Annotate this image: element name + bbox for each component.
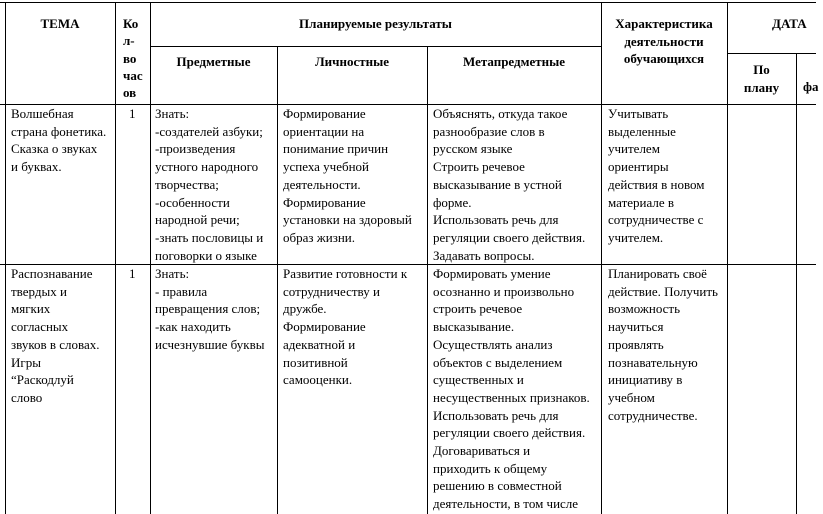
- row2-personal: Развитие готовности к сотрудничеству и дружбе. Формирование адекватной и позитивной самооценки.: [283, 266, 408, 388]
- planned-subheader-border: [150, 46, 601, 47]
- row1-subject: Знать: -создателей азбуки; -произведения устного народного творчества; -особенности народной речи; -знать пословицы и поговорки о языке: [155, 106, 264, 263]
- header-fact: фа: [803, 79, 819, 94]
- row1-topic: Волшебная страна фонетика. Сказка о звуках и буквах.: [11, 106, 107, 175]
- row2-meta: Формировать умение осознанно и произвольно строить речевое высказывание. Осуществлять анализ объектов с выделением существенных и несущественных признаков. Использовать речь для регуляции своего действия. Договариваться и приходить к общему решению в совместной деятельности, в том числе: [433, 266, 590, 512]
- header-date: ДАТА: [772, 16, 807, 31]
- row2-characteristic: Планировать своё действие. Получить возможность научиться проявлять познавательную инициативу в учебном сотрудничестве.: [608, 266, 718, 423]
- row1-hours: 1: [129, 106, 136, 121]
- row1-meta: Объяснять, откуда такое разнообразие слов в русском языке Строить речевое высказывание в устной форме. Использовать речь для регуляции своего действия. Задавать вопросы.: [433, 106, 586, 263]
- header-personal: Личностные: [314, 54, 390, 69]
- col-border-left: [5, 2, 6, 514]
- header-characteristic: Характеристика деятельности обучающихся: [615, 16, 713, 67]
- date-subheader-border: [727, 53, 816, 54]
- col-border-meta: [601, 2, 602, 514]
- header-by-plan: По плану: [743, 62, 780, 95]
- header-topic: ТЕМА: [40, 16, 80, 31]
- header-subject: Предметные: [176, 54, 251, 69]
- row1-personal: Формирование ориентации на понимание причин успеха учебной деятельности. Формирование установки на здоровый образ жизни.: [283, 106, 412, 245]
- col-border-subject: [277, 46, 278, 514]
- header-meta: Метапредметные: [462, 54, 566, 69]
- row1-characteristic: Учитывать выделенные учителем ориентиры действия в новом материале в сотрудничестве с учителем.: [608, 106, 705, 245]
- col-border-dateplan: [796, 53, 797, 514]
- row2-subject: Знать: - правила превращения слов; -как находить исчезнувшие буквы: [155, 266, 265, 352]
- col-border-personal: [427, 46, 428, 514]
- header-planned-results: Планируемые результаты: [299, 16, 452, 31]
- row2-topic: Распознавание твердых и мягких согласных звуков в словах. Игры “Раскодлуй слово: [11, 266, 100, 405]
- table-top-border: [0, 2, 816, 3]
- col-border-hours: [150, 2, 151, 514]
- row2-hours: 1: [129, 266, 136, 281]
- header-hours: Ко л- во час ов: [123, 16, 143, 101]
